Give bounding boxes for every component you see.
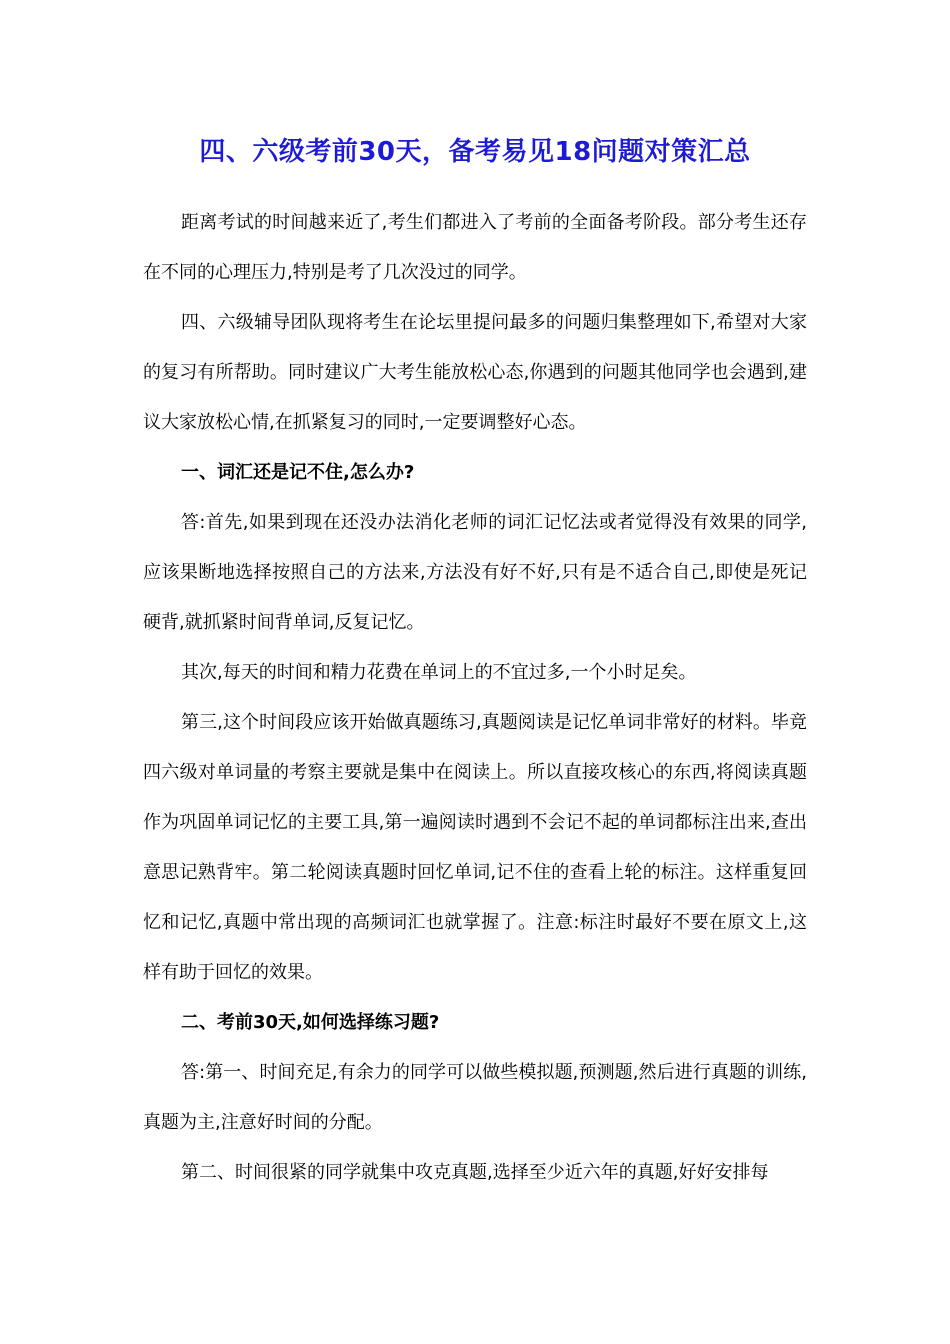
paragraph: 四、六级辅导团队现将考生在论坛里提问最多的问题归集整理如下,希望对大家的复习有所帮助。同时建议广大考生能放松心态,你遇到的问题其他同学也会遇到,建议大家放松心情,在抓紧复习的同时,一定要调整好心态。 [143, 312, 807, 433]
paragraph: 答:首先,如果到现在还没办法消化老师的词汇记忆法或者觉得没有效果的同学,应该果断地选择按照自己的方法来,方法没有好不好,只有是不适合自己,即使是死记硬背,就抓紧时间背单词,反复记忆。 [143, 512, 807, 633]
paragraph: 其次,每天的时间和精力花费在单词上的不宜过多,一个小时足矣。 [181, 662, 697, 683]
paragraph: 答:第一、时间充足,有余力的同学可以做些模拟题,预测题,然后进行真题的训练,真题为主,注意好时间的分配。 [143, 1062, 807, 1133]
section-heading: 二、考前30天,如何选择练习题? [181, 1012, 440, 1033]
paragraph: 第三,这个时间段应该开始做真题练习,真题阅读是记忆单词非常好的材料。毕竟四六级对单词量的考察主要就是集中在阅读上。所以直接攻核心的东西,将阅读真题作为巩固单词记忆的主要工具,第一遍阅读时遇到不会记不起的单词都标注出来,查出意思记熟背牢。第二轮阅读真题时回忆单词,记不住的查看上轮的标注。这样重复回忆和记忆,真题中常出现的高频词汇也就掌握了。注意:标注时最好不要在原文上,这样有助于回忆的效果。 [143, 712, 807, 983]
section-heading: 一、词汇还是记不住,怎么办? [181, 462, 415, 483]
document-body [143, 198, 807, 1198]
paragraph: 第二、时间很紧的同学就集中攻克真题,选择至少近六年的真题,好好安排每 [181, 1162, 769, 1183]
document-title: 四、六级考前30天，备考易见18问题对策汇总 [199, 137, 751, 167]
paragraph: 距离考试的时间越来近了,考生们都进入了考前的全面备考阶段。部分考生还存在不同的心理压力,特别是考了几次没过的同学。 [143, 212, 807, 283]
